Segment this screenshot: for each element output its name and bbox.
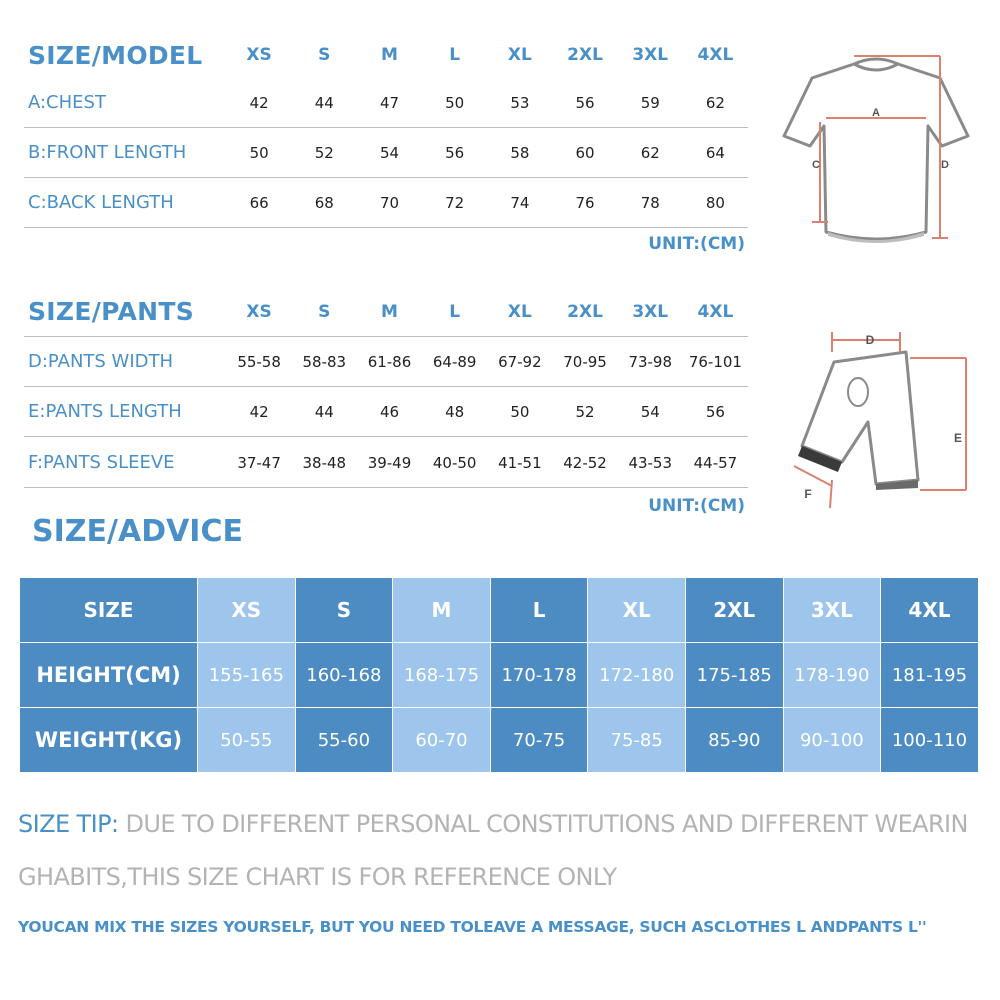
table-cell: 52 [575, 402, 595, 421]
pants-size-table [24, 287, 748, 491]
size-header-s: S [318, 301, 331, 322]
table-cell: 42 [249, 93, 269, 112]
advice-size-4xl: 4XL [881, 578, 978, 642]
row-label-chest: A:CHEST [28, 92, 106, 113]
pants-header-row [24, 287, 748, 337]
advice-weight-cell: 75-85 [588, 708, 685, 772]
table-cell: 62 [705, 93, 725, 112]
advice-weight-cell: 60-70 [393, 708, 490, 772]
table-row-pants-length [24, 387, 748, 437]
table-cell: 39-49 [367, 453, 412, 472]
size-header-3xl: 3XL [632, 45, 669, 65]
advice-size-3xl: 3XL [784, 578, 881, 642]
size-header-xl: XL [507, 301, 532, 322]
table-cell: 50 [249, 143, 269, 162]
pants-label-e: E [953, 431, 963, 445]
size-header-3xl: 3XL [632, 301, 669, 322]
advice-height-cell: 175-185 [686, 643, 783, 707]
model-unit-label: UNIT:(CM) [648, 234, 745, 254]
size-header-m: M [381, 45, 398, 65]
table-cell: 56 [575, 93, 595, 112]
size-header-s: S [318, 45, 331, 65]
advice-size-s: S [296, 578, 393, 642]
table-cell: 42-52 [563, 453, 607, 472]
size-header-xs: XS [246, 45, 272, 65]
table-cell: 72 [445, 193, 465, 212]
table-cell: 47 [379, 93, 400, 112]
size-header-2xl: 2XL [567, 45, 603, 65]
advice-weight-cell: 70-75 [491, 708, 588, 772]
model-header-row [24, 30, 748, 80]
table-cell: 54 [640, 402, 660, 421]
table-cell: 67-92 [498, 352, 542, 371]
table-cell: 50 [510, 402, 530, 421]
table-cell: 58 [510, 143, 530, 162]
size-header-xs: XS [246, 301, 272, 322]
advice-weight-cell: 85-90 [686, 708, 783, 772]
table-cell: 76-101 [688, 352, 742, 371]
table-cell: 62 [640, 143, 660, 162]
table-cell: 44 [314, 402, 334, 421]
table-cell: 78 [640, 193, 660, 212]
size-advice-table [20, 578, 970, 770]
table-cell: 37-47 [237, 453, 281, 472]
model-table-heading: SIZE/MODEL [28, 40, 203, 70]
table-cell: 60 [575, 143, 595, 162]
table-cell: 70-95 [563, 352, 607, 371]
size-tip-text-1: DUE TO DIFFERENT PERSONAL CONSTITUTIONS AND DIFFERENT WEARIN [118, 810, 968, 838]
advice-height-cell: 181-195 [881, 643, 978, 707]
size-header-l: L [449, 45, 461, 65]
advice-size-xl: XL [588, 578, 685, 642]
advice-weight-cell: 55-60 [296, 708, 393, 772]
size-header-2xl: 2XL [567, 301, 603, 322]
table-cell: 52 [314, 143, 334, 162]
table-cell: 64 [705, 143, 725, 162]
row-label-back-length: C:BACK LENGTH [28, 192, 174, 213]
size-tip-line-3: YOUCAN MIX THE SIZES YOURSELF, BUT YOU NEED TOLEAVE A MESSAGE, SUCH ASCLOTHES L ANDPANTS L'' [18, 918, 927, 936]
row-label-pants-length: E:PANTS LENGTH [28, 401, 182, 422]
jersey-label-c: C [812, 159, 820, 171]
size-tip-line-1 [18, 810, 968, 838]
table-cell: 66 [249, 193, 269, 212]
table-cell: 42 [249, 402, 269, 421]
pants-unit-label: UNIT:(CM) [648, 496, 745, 516]
pants-label-d: D [865, 333, 875, 347]
jersey-label-d: D [941, 159, 949, 171]
jersey-label-a: A [872, 107, 880, 119]
jersey-measurement-diagram [768, 42, 984, 252]
row-label-pants-width: D:PANTS WIDTH [28, 351, 174, 372]
table-cell: 61-86 [367, 352, 412, 371]
advice-height-cell: 178-190 [784, 643, 881, 707]
table-cell: 41-51 [498, 453, 542, 472]
advice-size-m: M [393, 578, 490, 642]
advice-weight-label: WEIGHT(KG) [20, 708, 197, 772]
table-cell: 70 [379, 193, 400, 212]
table-cell: 80 [705, 193, 725, 212]
advice-height-cell: 160-168 [296, 643, 393, 707]
table-row-chest [24, 78, 748, 128]
advice-weight-cell: 100-110 [881, 708, 978, 772]
table-cell: 40-50 [432, 453, 477, 472]
pants-label-f: F [804, 487, 812, 501]
size-header-4xl: 4XL [697, 45, 734, 65]
size-header-m: M [381, 301, 398, 322]
pants-measurement-diagram [780, 322, 976, 512]
table-cell: 44 [314, 93, 334, 112]
table-cell: 44-57 [693, 453, 738, 472]
table-row-pants-sleeve [24, 438, 748, 488]
table-cell: 74 [510, 193, 530, 212]
table-cell: 55-58 [237, 352, 281, 371]
advice-height-cell: 155-165 [198, 643, 295, 707]
advice-height-label: HEIGHT(CM) [20, 643, 197, 707]
advice-height-cell: 170-178 [491, 643, 588, 707]
row-label-pants-sleeve: F:PANTS SLEEVE [28, 452, 175, 473]
advice-height-cell: 172-180 [588, 643, 685, 707]
pants-table-heading: SIZE/PANTS [28, 297, 195, 326]
table-row-back-length [24, 178, 748, 228]
table-cell: 68 [314, 193, 334, 212]
table-cell: 64-89 [432, 352, 477, 371]
advice-height-cell: 168-175 [393, 643, 490, 707]
size-tip-line-2: GHABITS,THIS SIZE CHART IS FOR REFERENCE ONLY [18, 863, 617, 891]
advice-heading: SIZE/ADVICE [32, 514, 243, 549]
table-cell: 59 [640, 93, 660, 112]
table-cell: 53 [510, 93, 530, 112]
table-cell: 38-48 [302, 453, 347, 472]
size-header-xl: XL [507, 45, 532, 65]
model-size-table [24, 30, 748, 230]
advice-size-2xl: 2XL [686, 578, 783, 642]
table-cell: 76 [575, 193, 595, 212]
table-cell: 56 [445, 143, 465, 162]
table-cell: 43-53 [628, 453, 673, 472]
advice-size-xs: XS [198, 578, 295, 642]
table-cell: 46 [379, 402, 400, 421]
size-header-l: L [449, 301, 461, 322]
table-row-front-length [24, 128, 748, 178]
table-cell: 50 [445, 93, 465, 112]
advice-size-l: L [491, 578, 588, 642]
row-label-front-length: B:FRONT LENGTH [28, 142, 187, 163]
table-row-pants-width [24, 337, 748, 387]
table-cell: 58-83 [302, 352, 347, 371]
size-header-4xl: 4XL [697, 301, 734, 322]
table-cell: 48 [445, 402, 465, 421]
advice-size-label: SIZE [20, 578, 197, 642]
size-tip-label: SIZE TIP: [18, 810, 119, 838]
table-cell: 56 [705, 402, 725, 421]
advice-weight-cell: 50-55 [198, 708, 295, 772]
advice-weight-cell: 90-100 [784, 708, 881, 772]
table-cell: 73-98 [628, 352, 673, 371]
table-cell: 54 [379, 143, 400, 162]
